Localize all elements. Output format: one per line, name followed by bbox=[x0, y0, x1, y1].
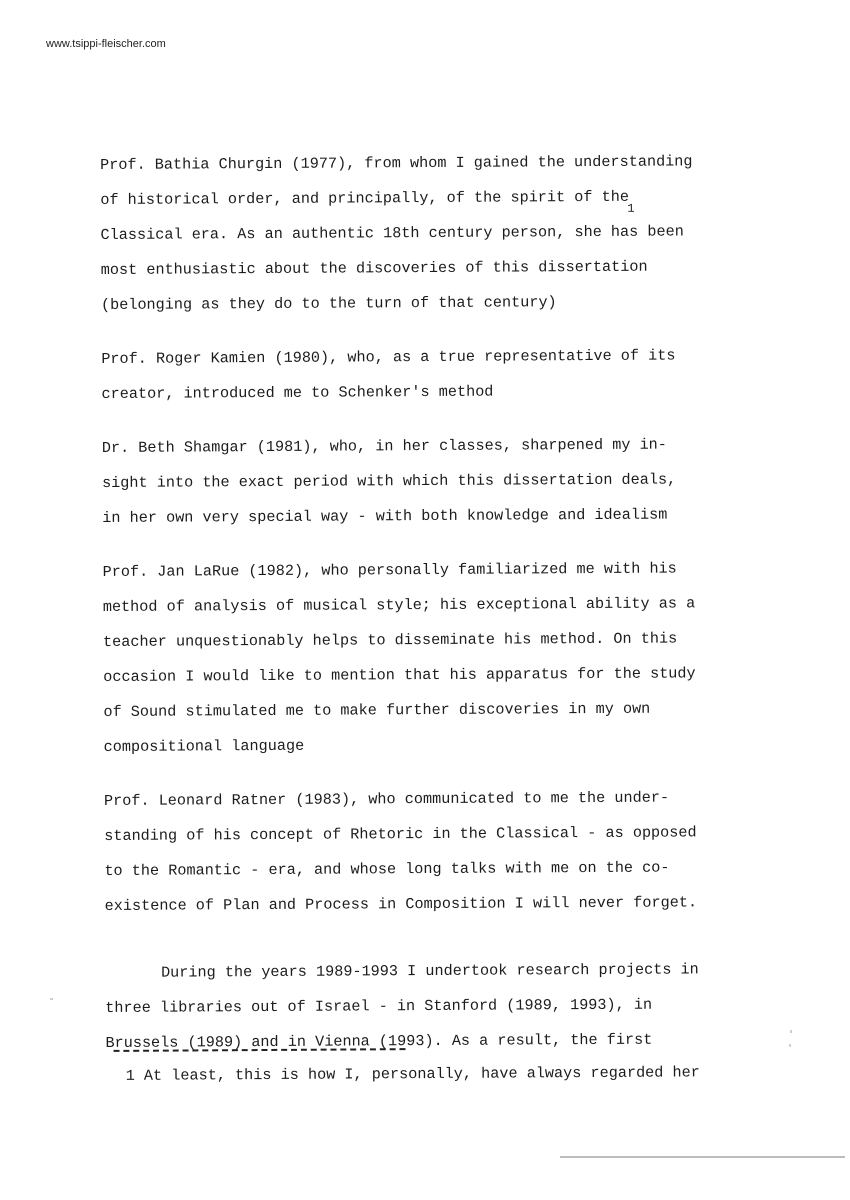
text-line: Prof. Bathia Churgin (1977), from whom I gained the understanding bbox=[100, 152, 693, 174]
text-line: to the Romantic - era, and whose long talks with me on the co- bbox=[104, 858, 670, 880]
text-line: existence of Plan and Process in Composition I will never forget. bbox=[104, 893, 698, 915]
text-line: During the years 1989-1993 I undertook research projects in bbox=[160, 960, 699, 982]
text-line: creator, introduced me to Schenker's method bbox=[101, 382, 494, 403]
paragraph-research bbox=[105, 952, 786, 1061]
header-url: www.tsippi-fleischer.com bbox=[46, 38, 166, 50]
text-line: Brussels (1989) and in Vienna (1993). As a result, the first bbox=[105, 1030, 653, 1052]
document-page bbox=[100, 144, 786, 1085]
scan-speck bbox=[790, 1030, 792, 1033]
paragraph-shamgar bbox=[102, 427, 783, 536]
text-line: Prof. Leonard Ratner (1983), who communicated to me the under- bbox=[103, 788, 670, 810]
scan-artifact-line bbox=[560, 1156, 845, 1158]
text-line: of historical order, and principally, of the spirit of the bbox=[100, 187, 629, 209]
scan-speck bbox=[50, 998, 53, 1000]
text-line: Dr. Beth Shamgar (1981), who, in her classes, sharpened my in- bbox=[101, 435, 667, 457]
scan-speck bbox=[789, 1044, 791, 1047]
paragraph-kamien bbox=[101, 338, 781, 412]
footnote-text: 1 At least, this is how I, personally, have always regarded her bbox=[125, 1063, 700, 1085]
text-line: Prof. Roger Kamien (1980), who, as a true representative of its bbox=[101, 346, 676, 368]
text-line: (belonging as they do to the turn of that century) bbox=[100, 293, 557, 314]
paragraph-gap bbox=[105, 920, 785, 956]
paragraph-ratner bbox=[104, 780, 785, 924]
text-line: in her own very special way - with both knowledge and idealism bbox=[102, 505, 668, 527]
text-line: compositional language bbox=[103, 736, 305, 756]
text-line: most enthusiastic about the discoveries of this dissertation bbox=[100, 257, 648, 279]
paragraph-larue bbox=[102, 551, 783, 765]
footnote-marker: 1 bbox=[627, 201, 635, 216]
text-line: three libraries out of Israel - in Stanford (1989, 1993), in bbox=[105, 995, 653, 1017]
text-line: occasion I would like to mention that his apparatus for the study bbox=[103, 664, 696, 686]
text-line: of Sound stimulated me to make further discoveries in my own bbox=[103, 699, 651, 721]
text-line: Prof. Jan LaRue (1982), who personally familiarized me with his bbox=[102, 559, 677, 581]
text-line: standing of his concept of Rhetoric in the Classical - as opposed bbox=[104, 823, 697, 845]
text-line: sight into the exact period with which this dissertation deals, bbox=[101, 470, 677, 492]
paragraph-churgin bbox=[100, 144, 781, 323]
text-line: Classical era. As an authentic 18th century person, she has been bbox=[100, 222, 684, 244]
text-line: method of analysis of musical style; his exceptional ability as a bbox=[102, 594, 696, 616]
text-line: teacher unquestionably helps to disseminate his method. On this bbox=[102, 629, 678, 651]
